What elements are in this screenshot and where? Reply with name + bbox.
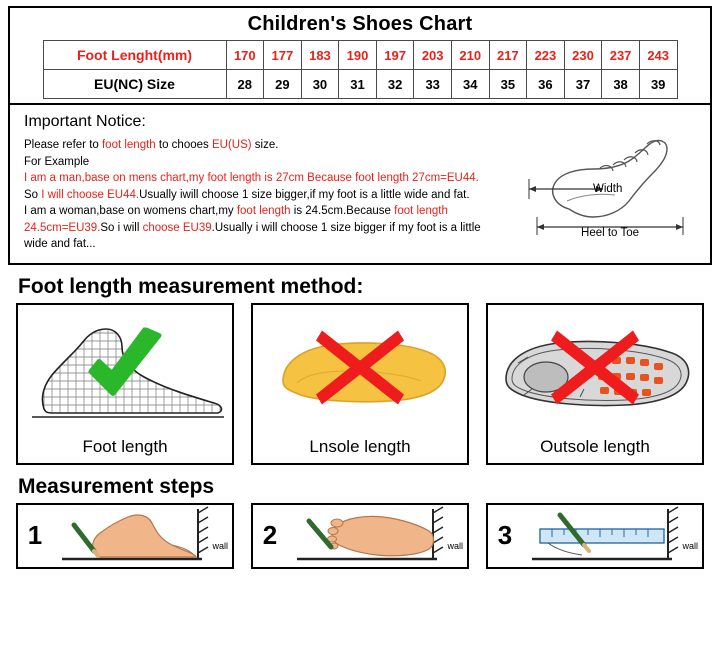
cell: 243 — [639, 41, 677, 70]
table-row — [43, 41, 677, 70]
cell: 36 — [527, 70, 565, 99]
text-run: I am a woman,base on womens chart,my — [24, 205, 237, 217]
cell: 35 — [489, 70, 527, 99]
text-run: to chooes — [155, 139, 212, 151]
text-run: choose EU39 — [142, 221, 212, 234]
text-run: For Example — [24, 155, 90, 168]
measure-steps-row — [16, 503, 704, 569]
foot-grid-art — [18, 305, 232, 435]
notice-line — [24, 137, 514, 154]
text-run: foot length — [394, 205, 448, 217]
cell: 217 — [489, 41, 527, 70]
text-run: I will choose EU44. — [41, 188, 140, 201]
row-header-foot-length: Foot Lenght(mm) — [43, 41, 226, 70]
text-run: Usually iwill choose 1 size bigger,if my foot is a little wide and fat. — [139, 188, 470, 201]
wall-label: wall — [682, 540, 698, 551]
text-run: wide and fat... — [24, 238, 96, 250]
notice-line — [24, 203, 514, 220]
step-2-art — [287, 505, 467, 567]
step-box-1 — [16, 503, 234, 569]
outsole-art — [488, 305, 702, 435]
text-run: foot length — [101, 139, 156, 151]
step-number: 2 — [262, 520, 278, 550]
notice-line — [24, 154, 514, 171]
measure-steps-heading: Measurement steps — [18, 474, 215, 498]
cell: 237 — [602, 41, 640, 70]
notice-line — [24, 236, 514, 253]
text-run: 24.5cm=EU39. — [24, 221, 101, 234]
notice-line — [24, 170, 514, 187]
text-run: So — [24, 188, 42, 201]
heel-to-toe-label: Heel to Toe — [581, 227, 639, 239]
method-caption: Lnsole length — [309, 436, 411, 456]
method-caption: Outsole length — [540, 436, 650, 456]
row-header-eu-size: EU(NC) Size — [43, 70, 226, 99]
notice-title: Important Notice: — [24, 113, 146, 130]
method-box-foot-length — [16, 303, 234, 465]
cell: 190 — [339, 41, 377, 70]
step-3-art — [522, 505, 702, 567]
step-box-3 — [486, 503, 704, 569]
step-number: 3 — [497, 520, 513, 550]
method-box-outsole-length — [486, 303, 704, 465]
foot-trace-icon — [287, 505, 465, 567]
measure-method-row — [16, 303, 704, 465]
text-run: I am a man,base on mens chart,my — [24, 172, 208, 184]
table-row — [43, 70, 677, 99]
step-box-2 — [251, 503, 469, 569]
notice-body — [24, 137, 514, 253]
measure-method-heading: Foot length measurement method: — [18, 274, 364, 298]
cell: 30 — [301, 70, 339, 99]
text-run: EU(US) — [211, 139, 252, 151]
notice-line — [24, 187, 514, 204]
cell: 28 — [226, 70, 264, 99]
cell: 32 — [376, 70, 414, 99]
foot-side-grid-icon — [18, 305, 232, 435]
foot-against-wall-icon — [52, 505, 230, 567]
cell: 203 — [414, 41, 452, 70]
wall-label: wall — [212, 540, 228, 551]
notice-line — [24, 220, 514, 237]
cell: 210 — [451, 41, 489, 70]
cell: 34 — [451, 70, 489, 99]
width-label: Width — [593, 183, 623, 195]
outsole-icon — [488, 305, 702, 435]
text-run: size. — [251, 139, 279, 151]
text-run: So i will — [100, 221, 143, 234]
insole-art — [253, 305, 467, 435]
size-chart-panel — [8, 6, 712, 265]
method-caption: Foot length — [82, 436, 168, 456]
wall-label: wall — [447, 540, 463, 551]
step-number: 1 — [27, 520, 43, 550]
size-table — [43, 40, 678, 99]
text-run: Please refer to — [24, 139, 102, 151]
cell: 183 — [301, 41, 339, 70]
cell: 31 — [339, 70, 377, 99]
cell: 39 — [639, 70, 677, 99]
text-run: foot length — [207, 172, 262, 184]
text-run: is 27cm Because — [261, 172, 356, 184]
page-title: Children's Shoes Chart — [247, 13, 473, 35]
cell: 223 — [527, 41, 565, 70]
cell: 177 — [264, 41, 302, 70]
text-run: is 24.5cm.Because — [290, 205, 395, 217]
cell: 37 — [564, 70, 602, 99]
cell: 33 — [414, 70, 452, 99]
insole-icon — [253, 305, 467, 435]
cell: 197 — [376, 41, 414, 70]
important-notice — [10, 103, 710, 263]
text-run: foot length 27cm=EU44. — [355, 172, 479, 184]
cell: 38 — [602, 70, 640, 99]
foot-measure-diagram — [507, 131, 702, 251]
method-box-insole-length — [251, 303, 469, 465]
cell: 29 — [264, 70, 302, 99]
text-run: .Usually i will choose 1 size bigger if my foot is a little — [211, 221, 481, 234]
step-1-art — [52, 505, 232, 567]
cell: 230 — [564, 41, 602, 70]
text-run: foot length — [236, 205, 291, 217]
cell: 170 — [226, 41, 264, 70]
ruler-measure-icon — [522, 505, 700, 567]
